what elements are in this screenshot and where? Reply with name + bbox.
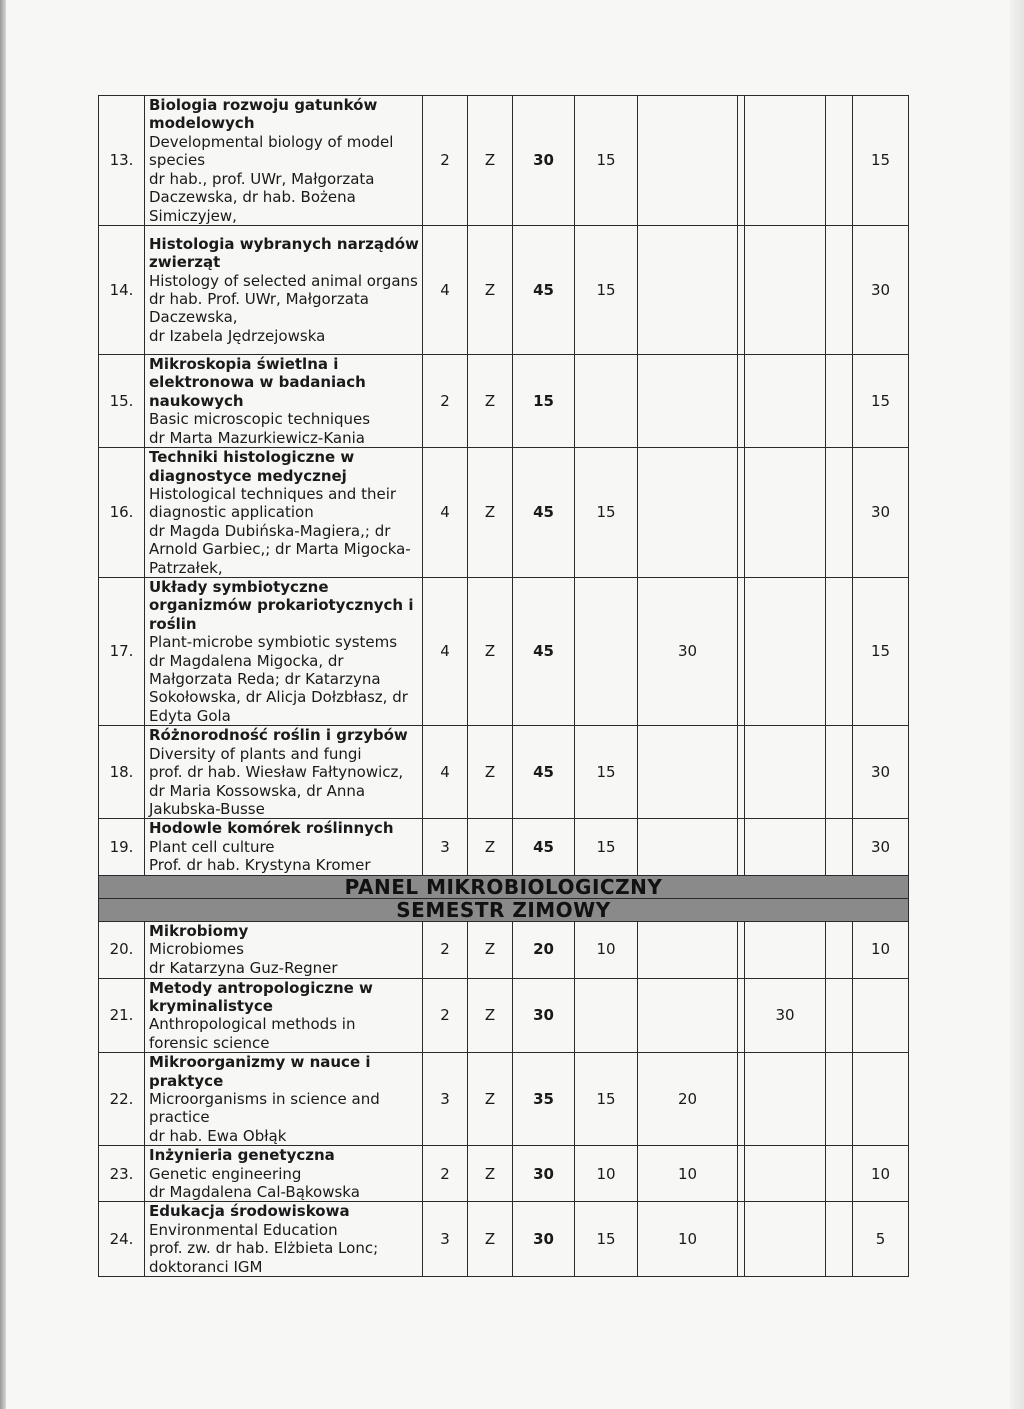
assessment-form: Z <box>468 226 513 355</box>
assessment-form: Z <box>468 1146 513 1202</box>
extra-cell <box>826 226 853 355</box>
lab-hours <box>638 819 738 875</box>
semester-title: SEMESTR ZIMOWY <box>99 898 909 921</box>
course-cell <box>145 921 423 978</box>
row-number: 24. <box>99 1202 145 1277</box>
ects-points: 2 <box>423 921 468 978</box>
seminar-hours <box>745 355 826 448</box>
lecture-hours: 15 <box>575 448 638 578</box>
course-lecturers: dr Katarzyna Guz-Regner <box>149 958 338 977</box>
row-number: 14. <box>99 226 145 355</box>
course-lecturers: prof. dr hab. Wiesław Fałtynowicz, dr Maria Kossowska, dr Anna Jakubska-Busse <box>149 763 404 818</box>
assessment-form: Z <box>468 726 513 819</box>
lecture-hours <box>575 355 638 448</box>
ects-points: 4 <box>423 448 468 578</box>
course-lecturers: prof. zw. dr hab. Elżbieta Lonc; doktoranci IGM <box>149 1239 379 1276</box>
practical-hours <box>853 978 909 1053</box>
ects-points: 3 <box>423 819 468 875</box>
course-lecturers: dr hab. Prof. UWr, Małgorzata Daczewska, <box>149 290 369 327</box>
course-title-pl: Histologia wybranych narządów zwierząt <box>149 234 419 272</box>
course-title-pl: Biologia rozwoju gatunków modelowych <box>149 96 378 133</box>
course-title-pl: Edukacja środowiskowa <box>149 1202 350 1221</box>
practical-hours: 30 <box>853 226 909 355</box>
practical-hours: 15 <box>853 355 909 448</box>
course-title-pl: Różnorodność roślin i grzybów <box>149 726 408 745</box>
course-cell <box>145 726 423 819</box>
course-cell <box>145 578 423 726</box>
course-lecturers: dr hab. Ewa Obłąk <box>149 1126 287 1145</box>
row-number: 19. <box>99 819 145 875</box>
course-cell <box>145 96 423 226</box>
lab-hours: 20 <box>638 1053 738 1146</box>
spacer-cell <box>738 819 745 875</box>
total-hours: 45 <box>513 226 575 355</box>
course-title-pl: Mikrobiomy <box>149 921 249 940</box>
assessment-form: Z <box>468 1053 513 1146</box>
spacer-cell <box>738 1202 745 1277</box>
seminar-hours <box>745 819 826 875</box>
total-hours: 45 <box>513 578 575 726</box>
seminar-hours <box>745 1202 826 1277</box>
total-hours: 20 <box>513 921 575 978</box>
row-number: 21. <box>99 978 145 1053</box>
extra-cell <box>826 578 853 726</box>
table-row <box>99 355 909 448</box>
course-cell <box>145 819 423 875</box>
course-lecturers: dr Marta Mazurkiewicz-Kania <box>149 428 365 447</box>
assessment-form: Z <box>468 978 513 1053</box>
lab-hours: 10 <box>638 1202 738 1277</box>
practical-hours <box>853 1053 909 1146</box>
assessment-form: Z <box>468 355 513 448</box>
row-number: 15. <box>99 355 145 448</box>
lab-hours: 10 <box>638 1146 738 1202</box>
course-table <box>98 95 909 1277</box>
extra-cell <box>826 96 853 226</box>
assessment-form: Z <box>468 1202 513 1277</box>
course-title-pl: Metody antropologiczne w kryminalistyce <box>149 978 373 1015</box>
panel-title-row <box>99 875 909 898</box>
lecture-hours: 10 <box>575 1146 638 1202</box>
seminar-hours: 30 <box>745 978 826 1053</box>
ects-points: 4 <box>423 226 468 355</box>
course-cell <box>145 355 423 448</box>
seminar-hours <box>745 921 826 978</box>
spacer-cell <box>738 226 745 355</box>
assessment-form: Z <box>468 819 513 875</box>
row-number: 16. <box>99 448 145 578</box>
course-lecturers: dr Magda Dubińska-Magiera,; dr Arnold Garbiec,; dr Marta Migocka-Patrzałek, <box>149 521 411 577</box>
course-lecturers: dr Magdalena Cal-Bąkowska <box>149 1183 360 1201</box>
table-row <box>99 96 909 226</box>
total-hours: 30 <box>513 978 575 1053</box>
course-title-en: Environmental Education <box>149 1220 338 1239</box>
lab-hours <box>638 448 738 578</box>
practical-hours: 30 <box>853 448 909 578</box>
table-row <box>99 726 909 819</box>
total-hours: 45 <box>513 726 575 819</box>
spacer-cell <box>738 978 745 1053</box>
table-row <box>99 921 909 978</box>
extra-cell <box>826 921 853 978</box>
course-title-pl: Hodowle komórek roślinnych <box>149 819 394 838</box>
assessment-form: Z <box>468 96 513 226</box>
total-hours: 45 <box>513 448 575 578</box>
lecture-hours: 15 <box>575 96 638 226</box>
spacer-cell <box>738 726 745 819</box>
ects-points: 2 <box>423 1146 468 1202</box>
lecture-hours: 15 <box>575 1053 638 1146</box>
seminar-hours <box>745 1053 826 1146</box>
practical-hours: 15 <box>853 96 909 226</box>
course-title-en: Basic microscopic techniques <box>149 410 371 429</box>
lab-hours <box>638 978 738 1053</box>
lecture-hours: 15 <box>575 1202 638 1277</box>
course-cell <box>145 448 423 578</box>
lecture-hours: 15 <box>575 819 638 875</box>
lecture-hours: 15 <box>575 226 638 355</box>
row-number: 17. <box>99 578 145 726</box>
ects-points: 4 <box>423 578 468 726</box>
lab-hours <box>638 921 738 978</box>
extra-cell <box>826 819 853 875</box>
extra-cell <box>826 1146 853 1202</box>
lecture-hours: 15 <box>575 726 638 819</box>
course-title-en: Anthropological methods in forensic science <box>149 1015 356 1052</box>
table-row <box>99 1053 909 1146</box>
table-row <box>99 819 909 875</box>
course-lecturers: dr hab., prof. UWr, Małgorzata Daczewska, dr hab. Bożena Simiczyjew, <box>149 169 375 225</box>
practical-hours: 5 <box>853 1202 909 1277</box>
course-lecturers: dr Izabela Jędrzejowska <box>149 326 326 345</box>
spacer-cell <box>738 355 745 448</box>
total-hours: 30 <box>513 1202 575 1277</box>
course-title-en: Genetic engineering <box>149 1164 302 1183</box>
spacer-cell <box>738 1053 745 1146</box>
course-rows-top <box>99 96 909 876</box>
table-row <box>99 1202 909 1277</box>
table-row <box>99 1146 909 1202</box>
extra-cell <box>826 448 853 578</box>
assessment-form: Z <box>468 448 513 578</box>
ects-points: 3 <box>423 1053 468 1146</box>
lecture-hours: 10 <box>575 921 638 978</box>
spacer-cell <box>738 96 745 226</box>
course-title-en: Histology of selected animal organs <box>149 271 418 290</box>
course-lecturers: dr Magdalena Migocka, dr Małgorzata Reda; dr Katarzyna Sokołowska, dr Alicja Dołzbłasz, dr Edyta Gola <box>149 651 408 725</box>
panel-title: PANEL MIKROBIOLOGICZNY <box>99 875 909 898</box>
lab-hours <box>638 96 738 226</box>
course-title-pl: Inżynieria genetyczna <box>149 1146 335 1165</box>
lab-hours: 30 <box>638 578 738 726</box>
row-number: 18. <box>99 726 145 819</box>
scan-left-edge <box>0 0 6 1409</box>
spacer-cell <box>738 1146 745 1202</box>
practical-hours: 30 <box>853 726 909 819</box>
course-table-sheet <box>98 95 909 1277</box>
course-cell <box>145 226 423 355</box>
course-title-en: Microorganisms in science and practice <box>149 1089 380 1127</box>
lab-hours <box>638 226 738 355</box>
semester-row <box>99 898 909 921</box>
practical-hours: 30 <box>853 819 909 875</box>
course-title-en: Diversity of plants and fungi <box>149 744 362 763</box>
course-title-pl: Układy symbiotyczne organizmów prokariotycznych i roślin <box>149 578 414 633</box>
course-cell <box>145 1202 423 1277</box>
course-cell <box>145 1053 423 1146</box>
total-hours: 15 <box>513 355 575 448</box>
ects-points: 2 <box>423 96 468 226</box>
extra-cell <box>826 1053 853 1146</box>
row-number: 13. <box>99 96 145 226</box>
course-title-en: Developmental biology of model species <box>149 132 394 170</box>
course-title-en: Microbiomes <box>149 940 244 959</box>
extra-cell <box>826 1202 853 1277</box>
ects-points: 3 <box>423 1202 468 1277</box>
seminar-hours <box>745 1146 826 1202</box>
course-title-en: Plant cell culture <box>149 837 275 856</box>
lab-hours <box>638 355 738 448</box>
practical-hours: 15 <box>853 578 909 726</box>
assessment-form: Z <box>468 921 513 978</box>
extra-cell <box>826 355 853 448</box>
total-hours: 30 <box>513 1146 575 1202</box>
lecture-hours <box>575 978 638 1053</box>
course-lecturers: Prof. dr hab. Krystyna Kromer <box>149 856 371 875</box>
seminar-hours <box>745 578 826 726</box>
practical-hours: 10 <box>853 1146 909 1202</box>
row-number: 22. <box>99 1053 145 1146</box>
scan-right-edge <box>1010 0 1024 1409</box>
course-title-pl: Mikroskopia świetlna i elektronowa w badaniach naukowych <box>149 355 366 410</box>
seminar-hours <box>745 726 826 819</box>
table-row <box>99 226 909 355</box>
row-number: 20. <box>99 921 145 978</box>
extra-cell <box>826 726 853 819</box>
assessment-form: Z <box>468 578 513 726</box>
spacer-cell <box>738 578 745 726</box>
ects-points: 2 <box>423 978 468 1053</box>
spacer-cell <box>738 448 745 578</box>
total-hours: 35 <box>513 1053 575 1146</box>
panel-header <box>99 875 909 921</box>
seminar-hours <box>745 448 826 578</box>
ects-points: 2 <box>423 355 468 448</box>
extra-cell <box>826 978 853 1053</box>
table-row <box>99 448 909 578</box>
table-row <box>99 578 909 726</box>
table-row <box>99 978 909 1053</box>
course-rows-bottom <box>99 921 909 1277</box>
course-title-en: Histological techniques and their diagnostic application <box>149 484 397 522</box>
practical-hours: 10 <box>853 921 909 978</box>
lab-hours <box>638 726 738 819</box>
ects-points: 4 <box>423 726 468 819</box>
course-title-en: Plant-microbe symbiotic systems <box>149 633 398 652</box>
row-number: 23. <box>99 1146 145 1202</box>
spacer-cell <box>738 921 745 978</box>
total-hours: 30 <box>513 96 575 226</box>
course-title-pl: Techniki histologiczne w diagnostyce medycznej <box>149 448 355 485</box>
total-hours: 45 <box>513 819 575 875</box>
course-cell <box>145 1146 423 1202</box>
course-title-pl: Mikroorganizmy w nauce i praktyce <box>149 1053 371 1090</box>
course-cell <box>145 978 423 1053</box>
lecture-hours <box>575 578 638 726</box>
seminar-hours <box>745 226 826 355</box>
seminar-hours <box>745 96 826 226</box>
